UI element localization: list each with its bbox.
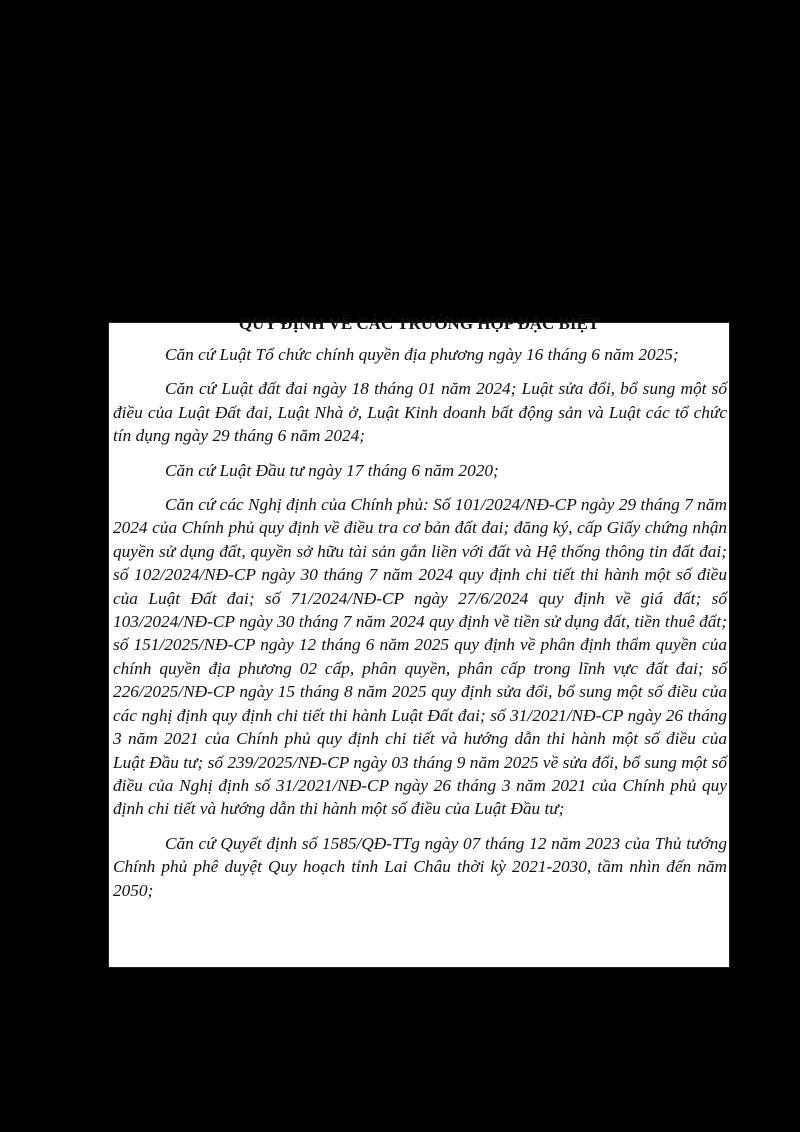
paragraph-legal-basis-investment-law: Căn cứ Luật Đầu tư ngày 17 tháng 6 năm 2020; <box>165 460 499 480</box>
paragraph-legal-basis-decision: Căn cứ Quyết định số 1585/QĐ-TTg ngày 07 tháng 12 năm 2023 của Thủ tướng Chính phủ phê duyệt Quy hoạch tỉnh Lai Châu thời kỳ 2021-2030, tầm nhìn đến năm 2050; <box>113 833 727 900</box>
document-body <box>113 343 727 913</box>
document-page <box>108 314 730 968</box>
paragraph-legal-basis-decrees: Căn cứ các Nghị định của Chính phủ: Số 101/2024/NĐ-CP ngày 29 tháng 7 năm 2024 của Chính phủ quy định về điều tra cơ bản đất đai; đăng ký, cấp Giấy chứng nhận quyền sử dụng đất, quyền sở hữu tài sản gắn liền với đất và Hệ thống thông tin đất đai; số 102/2024/NĐ-CP ngày 30 tháng 7 năm 2024 quy định chi tiết thi hành một số điều của Luật Đất đai; số 71/2024/NĐ-CP ngày 27/6/2024 quy định về giá đất; số 103/2024/NĐ-CP ngày 30 tháng 7 năm 2024 quy định về tiền sử dụng đất, tiền thuê đất; số 151/2025/NĐ-CP ngày 12 tháng 6 năm 2025 quy định về phân định thẩm quyền của chính quyền địa phương 02 cấp, phân quyền, phân cấp trong lĩnh vực đất đai; số 226/2025/NĐ-CP ngày 15 tháng 8 năm 2025 quy định sửa đổi, bổ sung một số điều của các nghị định quy định chi tiết thi hành Luật Đất đai; số 31/2021/NĐ-CP ngày 26 tháng 3 năm 2021 của Chính phủ quy định chi tiết và hướng dẫn thi hành một số điều của Luật Đầu tư; số 239/2025/NĐ-CP ngày 03 tháng 9 năm 2025 về sửa đổi, bổ sung một số điều của Nghị định số 31/2021/NĐ-CP ngày 26 tháng 3 năm 2021 của Chính phủ quy định chi tiết và hướng dẫn thi hành một số điều của Luật Đầu tư; <box>113 495 727 819</box>
paragraph-legal-basis-land-law: Căn cứ Luật đất đai ngày 18 tháng 01 năm 2024; Luật sửa đổi, bổ sung một số điều của Luật Đất đai, Luật Nhà ở, Luật Kinh doanh bất động sản và Luật các tổ chức tín dụng ngày 29 tháng 6 năm 2024; <box>113 379 727 446</box>
paragraph-legal-basis-local-government: Căn cứ Luật Tổ chức chính quyền địa phương ngày 16 tháng 6 năm 2025; <box>165 345 679 364</box>
cut-off-heading: QUY ĐỊNH VỀ CÁC TRƯỜNG HỢP ĐẶC BIỆT <box>238 314 600 333</box>
